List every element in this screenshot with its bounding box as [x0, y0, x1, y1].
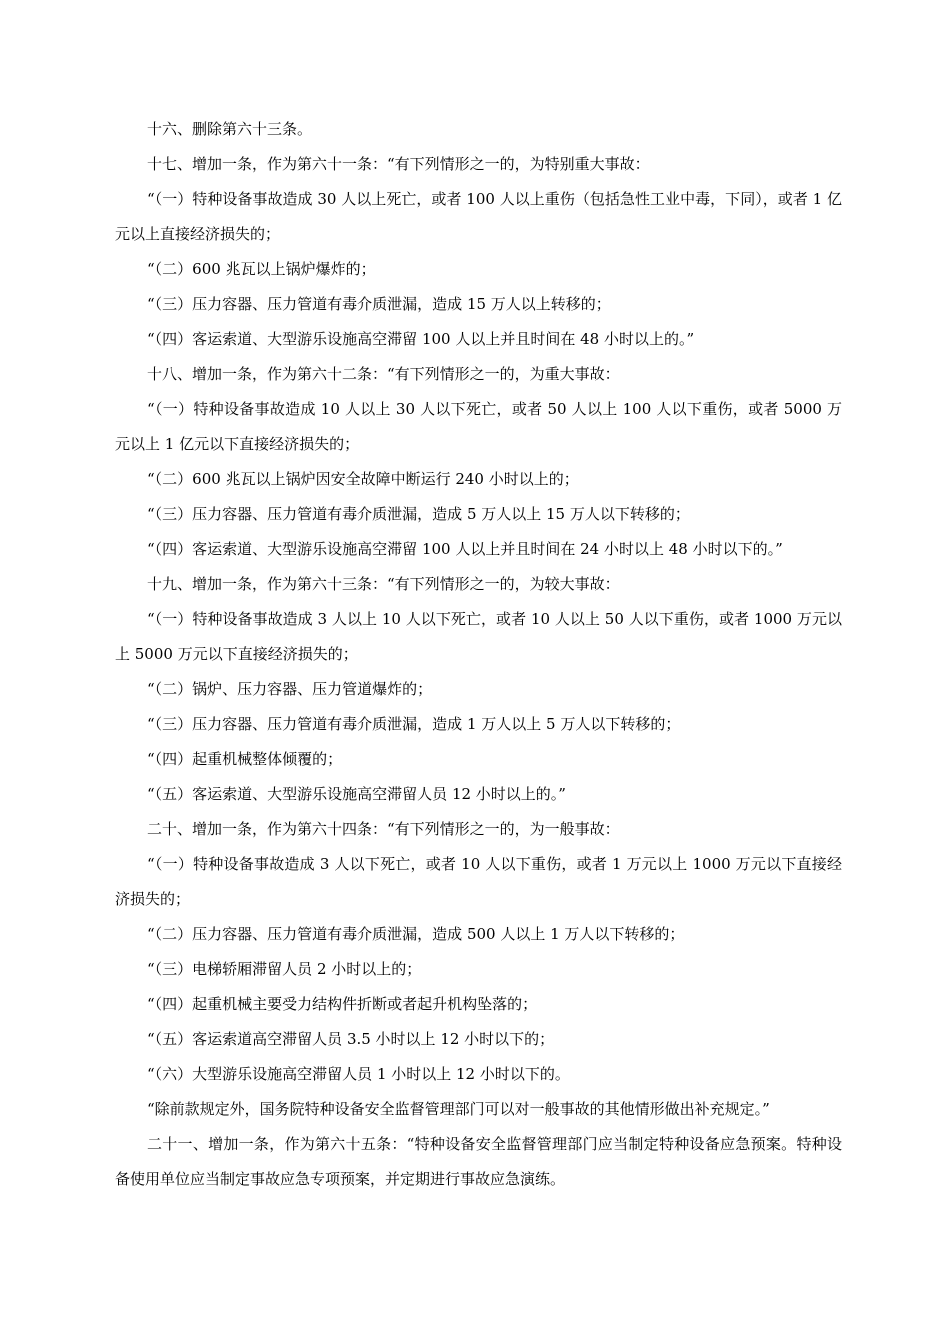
- paragraph-19-article-63-intro: 十九、增加一条，作为第六十三条：“有下列情形之一的，为较大事故：: [147, 575, 620, 593]
- article-63-item-3: “（三）压力容器、压力管道有毒介质泄漏，造成 1 万人以上 5 万人以下转移的；: [147, 715, 681, 733]
- article-62-item-4: “（四）客运索道、大型游乐设施高空滞留 100 人以上并且时间在 24 小时以上 48 小时以下的。”: [147, 540, 783, 558]
- article-62-item-3: “（三）压力容器、压力管道有毒介质泄漏，造成 5 万人以上 15 万人以下转移的；: [147, 505, 690, 523]
- article-62-item-1: “（一）特种设备事故造成 10 人以上 30 人以下死亡，或者 50 人以上 100 人以下重伤，或者 5000 万元以上 1 亿元以下直接经济损失的；: [115, 400, 842, 453]
- paragraph-18-article-62-intro: 十八、增加一条，作为第六十二条：“有下列情形之一的，为重大事故：: [147, 365, 620, 383]
- article-64-item-4: “（四）起重机械主要受力结构件折断或者起升机构坠落的；: [147, 995, 538, 1013]
- document-body: [115, 112, 842, 1197]
- article-61-item-4: “（四）客运索道、大型游乐设施高空滞留 100 人以上并且时间在 48 小时以上的。”: [147, 330, 695, 348]
- paragraph-17-article-61-intro: 十七、增加一条，作为第六十一条：“有下列情形之一的，为特别重大事故：: [147, 155, 650, 173]
- article-61-item-3: “（三）压力容器、压力管道有毒介质泄漏，造成 15 万人以上转移的；: [147, 295, 611, 313]
- article-63-item-1: “（一）特种设备事故造成 3 人以上 10 人以下死亡，或者 10 人以上 50 人以下重伤，或者 1000 万元以上 5000 万元以下直接经济损失的；: [115, 610, 842, 663]
- article-64-item-3: “（三）电梯轿厢滞留人员 2 小时以上的；: [147, 960, 422, 978]
- article-64-item-2: “（二）压力容器、压力管道有毒介质泄漏，造成 500 人以上 1 万人以下转移的；: [147, 925, 685, 943]
- article-62-item-2: “（二）600 兆瓦以上锅炉因安全故障中断运行 240 小时以上的；: [147, 470, 579, 488]
- article-64-item-5: “（五）客运索道高空滞留人员 3.5 小时以上 12 小时以下的；: [147, 1030, 555, 1048]
- article-64-supplementary-clause: “除前款规定外，国务院特种设备安全监督管理部门可以对一般事故的其他情形做出补充规定。”: [147, 1100, 770, 1118]
- article-61-item-2: “（二）600 兆瓦以上锅炉爆炸的；: [147, 260, 376, 278]
- article-63-item-4: “（四）起重机械整体倾覆的；: [147, 750, 343, 768]
- paragraph-20-article-64-intro: 二十、增加一条，作为第六十四条：“有下列情形之一的，为一般事故：: [147, 820, 620, 838]
- article-61-item-1: “（一）特种设备事故造成 30 人以上死亡，或者 100 人以上重伤（包括急性工业中毒，下同），或者 1 亿元以上直接经济损失的；: [115, 190, 842, 243]
- article-64-item-1: “（一）特种设备事故造成 3 人以下死亡，或者 10 人以下重伤，或者 1 万元以上 1000 万元以下直接经济损失的；: [115, 855, 842, 908]
- paragraph-21-article-65: 二十一、增加一条，作为第六十五条：“特种设备安全监督管理部门应当制定特种设备应急预案。特种设备使用单位应当制定事故应急专项预案，并定期进行事故应急演练。: [115, 1135, 842, 1188]
- article-64-item-6: “（六）大型游乐设施高空滞留人员 1 小时以上 12 小时以下的。: [147, 1065, 570, 1083]
- article-63-item-5: “（五）客运索道、大型游乐设施高空滞留人员 12 小时以上的。”: [147, 785, 566, 803]
- article-63-item-2: “（二）锅炉、压力容器、压力管道爆炸的；: [147, 680, 433, 698]
- paragraph-16-delete-article-63: 十六、删除第六十三条。: [147, 120, 313, 138]
